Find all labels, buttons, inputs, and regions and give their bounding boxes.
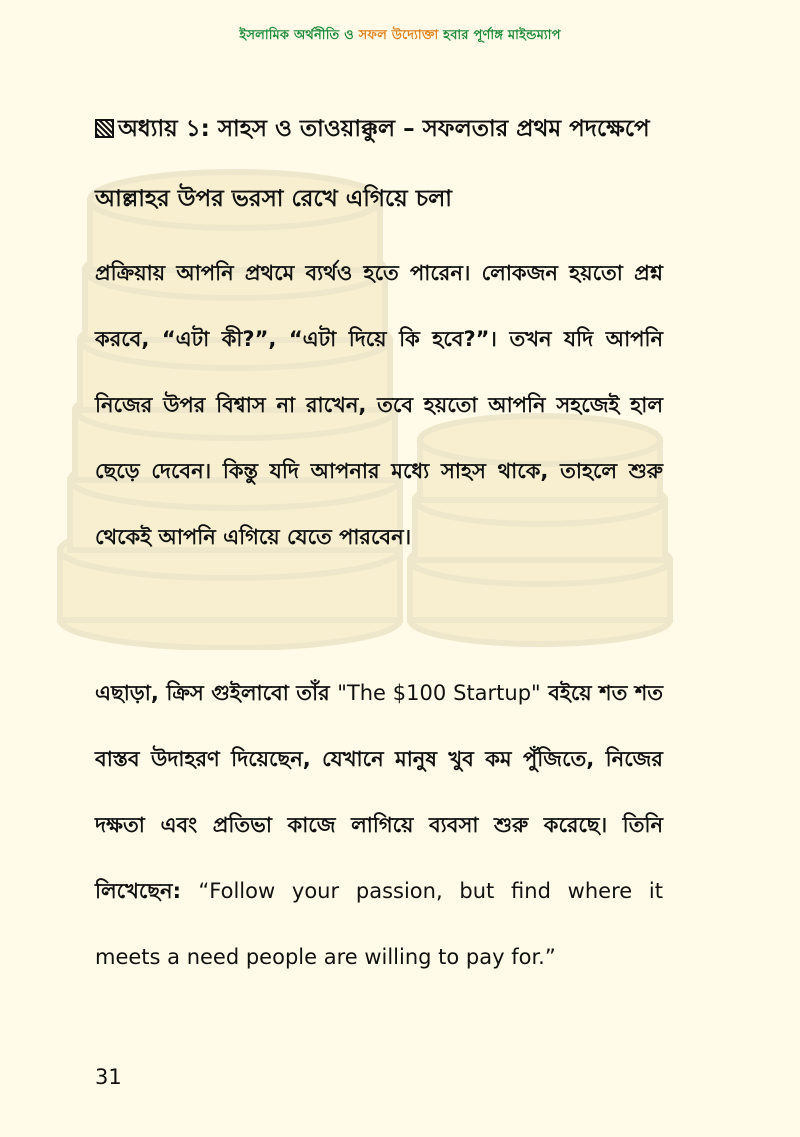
square-bullet-icon <box>95 119 114 138</box>
chapter-heading <box>95 94 663 234</box>
header-title-part3: হবার পূর্ণাঙ্গ মাইন্ডম্যাপ <box>438 28 561 43</box>
paragraph-2-intro: এছাড়া, ক্রিস গুইলাবো তাঁর <box>95 681 338 705</box>
page-number: 31 <box>95 1065 122 1089</box>
quote-text: “Follow your passion, but find where it meets a need people are willing to pay for.” <box>95 879 664 969</box>
header-title-part1: ইসলামিক অর্থনীতি ও <box>239 28 359 43</box>
paragraph-1: প্রক্রিয়ায় আপনি প্রথমে ব্যর্থও হতে পারেন। লোকজন হয়তো প্রশ্ন করবে, “এটা কী?”, “এটা দিয়ে কি হবে?”। তখন যদি আপনি নিজের উপর বিশ্বাস না রাখেন, তবে হয়তো আপনি সহজেই হাল ছেড়ে দেবেন। কিন্তু যদি আপনার মধ্যে সাহস থাকে, তাহলে শুরু থেকেই আপনি এগিয়ে যেতে পারবেন। <box>95 261 663 549</box>
chapter-title-text: অধ্যায় ১: সাহস ও তাওয়াক্কুল – সফলতার প্রথম পদক্ষেপে আল্লাহর উপর ভরসা রেখে এগিয়ে চলা <box>95 116 650 212</box>
running-header <box>0 26 800 47</box>
paragraph-2-body: বইয়ে শত শত বাস্তব উদাহরণ দিয়েছেন, যেখানে মানুষ খুব কম পুঁজিতে, নিজের দক্ষতা এবং প্রতিভা কাজে লাগিয়ে ব্যবসা শুরু করেছে। তিনি লিখেছেন: <box>95 681 664 903</box>
header-title-highlight: সফল উদ্যোক্তা <box>358 28 439 43</box>
book-title: "The $100 Startup" <box>337 681 541 705</box>
paragraph-2 <box>95 660 663 990</box>
